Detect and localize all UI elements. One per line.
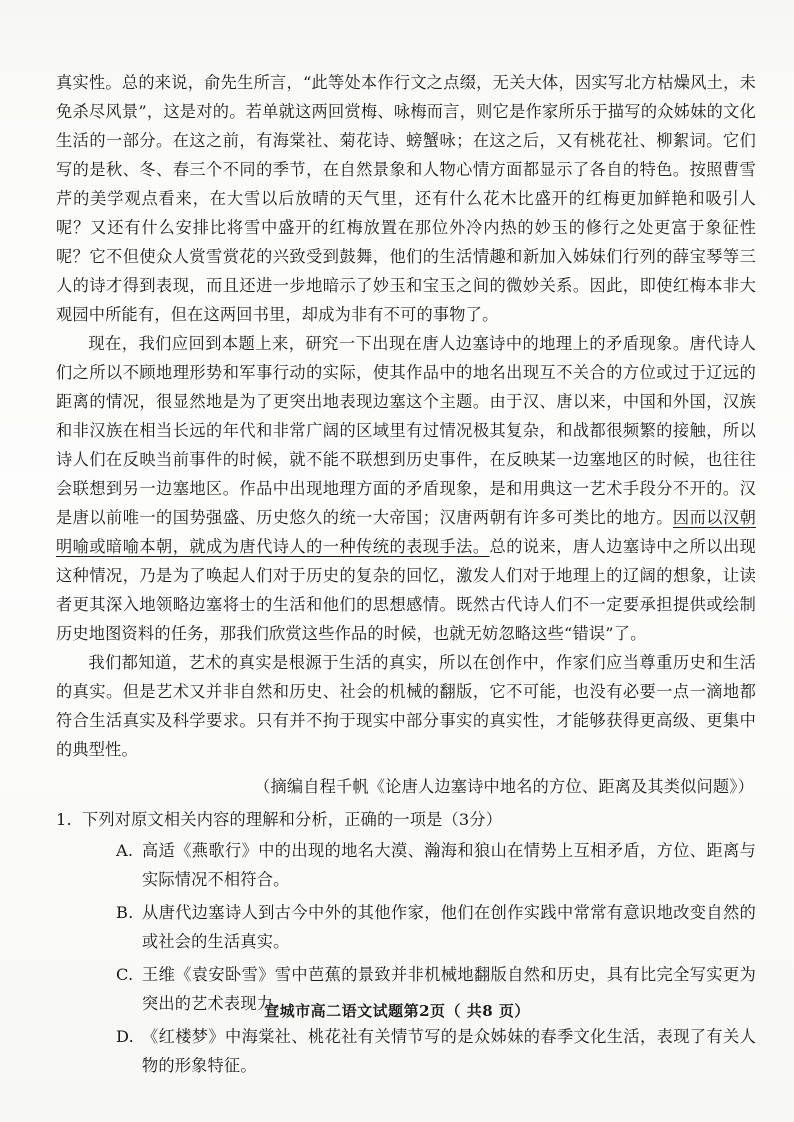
- option-a-text: 高适《燕歌行》中的出现的地名大漠、瀚海和狼山在情势上互相矛盾，方位、距离与实际情况不相符合。: [142, 841, 756, 889]
- underlined-sentence: 因而以汉朝明喻或暗喻本朝，就成为唐代诗人的一种传统的表现手法。: [56, 508, 757, 556]
- option-a[interactable]: [116, 836, 756, 894]
- paragraph-1: 真实性。总的来说，俞先生所言，“此等处本作行文之点缀，无关大体，因实写北方枯燥风土，未免杀尽风景”，这是对的。若单就这两回赏梅、咏梅而言，则它是作家所乐于描写的众姊妹的文化生活的一部分。在这之前，有海棠社、菊花诗、螃蟹咏；在这之后，又有桃花社、柳絮词。它们写的是秋、冬、春三个不同的季节，在自然景象和人物心情方面都显示了各自的特色。按照曹雪芹的美学观点看来，在大雪以后放晴的天气里，还有什么花木比盛开的红梅更加鲜艳和吸引人呢？又还有什么安排比将雪中盛开的红梅放置在那位外冷内热的妙玉的修行之处更富于象征性呢？它不但使众人赏雪赏花的兴致受到鼓舞，他们的生活情趣和新加入姊妹们行列的薛宝琴等三人的诗才得到表现，而且还进一步地暗示了妙玉和宝玉之间的微妙关系。因此，即使红梅本非大观园中所能有，但在这两回书里，却成为非有不可的事物了。: [56, 73, 756, 324]
- paragraph-2-text: 现在，我们应回到本题上来，研究一下出现在唐人边塞诗中的地理上的矛盾现象。唐代诗人们之所以不顾地理形势和军事行动的实际，使其作品中的地名出现互不关合的方位或过于辽远的距离的情况，很显然地是为了更突出地表现边塞这个主题。由于汉、唐以来，中国和外国，汉族和非汉族在相当长远的年代和非常广阔的区域里有过情况极其复杂，和战都很频繁的接触，所以诗人们在反映当前事件的时候，就不能不联想到历史事件，在反映某一边塞地区的时候，也往往会联想到另一边塞地区。作品中出现地理方面的矛盾现象，是和用典这一艺术手段分不开的。汉是唐以前唯一的国势强盛、历史悠久的统一大帝国；汉唐两朝有许多可类比的地方。: [56, 334, 756, 527]
- page-footer: 宣城市高二语文试题第2页（ 共8 页）: [264, 1002, 530, 1020]
- paragraph-3: 我们都知道，艺术的真实是根源于生活的真实，所以在创作中，作家们应当尊重历史和生活的真实。但是艺术又并非自然和历史、社会的机械的翻版，它不可能，也没有必要一点一滴地都符合生活真实及科学要求。只有并不拘于现实中部分事实的真实性，才能够获得更高级、更集中的典型性。: [56, 653, 756, 759]
- option-a-letter: A.: [116, 841, 134, 860]
- question-number: 1.: [56, 810, 72, 829]
- paragraph-2: [56, 329, 756, 648]
- paragraph-2-text-after: 总的说来，唐人边塞诗中之所以出现这种情况，乃是为了唤起人们对于历史的复杂的回忆，激发人们对于地理上的辽阔的想象，让读者更其深入地领略边塞将士的生活和他们的思想感情。既然古代诗人们不一定要承担提供或绘制历史地图资料的任务，那我们欣赏这些作品的时候，也就无妨忽略这些“错误”了。: [56, 537, 757, 643]
- option-d-text: 《红楼梦》中海棠社、桃花社有关情节写的是众姊妹的春季文化生活，表现了有关人物的形象特征。: [142, 1027, 756, 1075]
- source-citation: （摘编自程千帆《论唐人边塞诗中地名的方位、距离及其类似问题》）: [254, 777, 754, 796]
- option-b-text: 从唐代边塞诗人到古今中外的其他作家，他们在创作实践中常常有意识地改变自然的或社会的生活真实。: [142, 903, 756, 951]
- question-1: [56, 805, 756, 834]
- option-b-letter: B.: [116, 903, 134, 922]
- option-c-text: 王维《袁安卧雪》雪中芭蕉的景致并非机械地翻版自然和历史，具有比完全写实更为突出的艺术表现力。: [142, 965, 756, 1013]
- question-stem: 下列对原文相关内容的理解和分析，正确的一项是（3分）: [82, 810, 503, 829]
- option-d[interactable]: [116, 1022, 756, 1080]
- option-c-letter: C.: [116, 965, 134, 984]
- article-body: [56, 68, 756, 1080]
- option-b[interactable]: [116, 898, 756, 956]
- option-d-letter: D.: [116, 1027, 134, 1046]
